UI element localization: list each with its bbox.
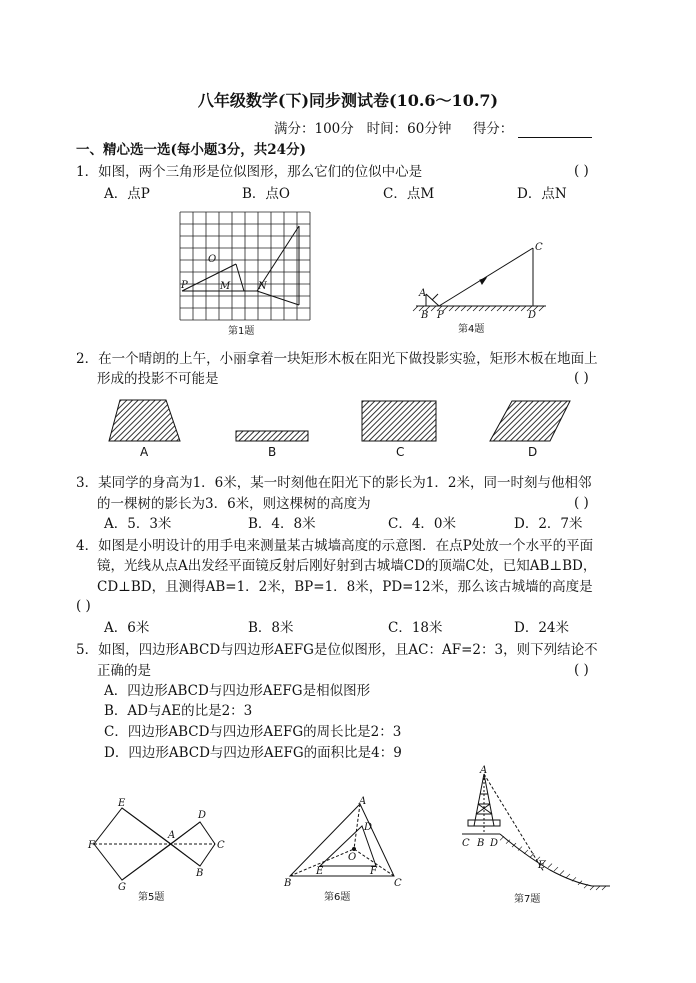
page-title: 八年级数学(下)同步测试卷(10.6～10.7) [197, 91, 499, 110]
q1-option-c: C．点M [383, 186, 435, 202]
fig1-label-n: N [258, 281, 267, 292]
figure-7-tower [456, 764, 616, 906]
fig7-label-b: B [477, 838, 485, 849]
fig1-label-m: M [220, 281, 231, 292]
fig6-label-e: E [316, 866, 324, 877]
section-heading: 一、精心选一选(每小题3分，共24分) [76, 142, 306, 158]
fig6-label-f: F [370, 866, 377, 877]
fig4-label-d: D [528, 310, 537, 321]
fig4-label-a: A [419, 288, 427, 299]
q3-answer-paren: ( ) [574, 495, 589, 511]
q3-option-a: A．5．3米 [104, 516, 172, 532]
fig7-caption: 第7题 [514, 894, 541, 905]
shape-d-parallelogram [490, 401, 570, 441]
shape-b-strip [236, 431, 308, 441]
figure-6-triangles [282, 794, 412, 906]
shape-c-label: C [396, 445, 405, 459]
score-label: 得分： [472, 121, 514, 137]
fig4-label-b: B [421, 310, 429, 321]
q5-option-c: C．四边形ABCD与四边形AEFG的周长比是2：3 [104, 724, 402, 740]
fig6-label-o: O [348, 852, 357, 863]
score-blank [518, 125, 592, 138]
fig1-label-p: P [181, 280, 188, 291]
fig1-label-o: O [208, 254, 217, 265]
fig5-label-d: D [198, 810, 207, 821]
q5-option-a: A．四边形ABCD与四边形AEFG是相似图形 [104, 683, 371, 699]
fig7-label-e: E [538, 860, 546, 871]
q4-option-b: B．8米 [248, 620, 294, 636]
q4-stem-line3: CD⊥BD，且测得AB=1．2米，BP=1．8米，PD=12米，那么该古城墙的高度是 [97, 579, 593, 595]
q4-stem-line2: 镜，光线从点A出发经平面镜反射后刚好射到古城墙CD的顶端C处，已知AB⊥BD， [97, 558, 597, 574]
shape-d-label: D [528, 445, 538, 459]
q4-stem-line1: 4．如图是小明设计的用手电来测量某古城墙高度的示意图．在点P处放一个水平的平面 [76, 538, 594, 554]
figure-1-grid [178, 210, 318, 340]
q5-stem-line2: 正确的是 [97, 663, 151, 679]
fig7-label-d: D [490, 838, 499, 849]
fig1-caption: 第1题 [228, 326, 255, 337]
q3-option-c: C．4．0米 [388, 516, 457, 532]
q2-stem-line2: 形成的投影不可能是 [97, 371, 219, 387]
q4-option-a: A．6米 [104, 620, 150, 636]
fig5-label-a: A [168, 830, 176, 841]
fig4-caption: 第4题 [458, 324, 485, 335]
q5-option-b: B．AD与AE的比是2：3 [104, 703, 253, 719]
figure-4-mirror [412, 238, 562, 338]
q1-option-b: B．点O [242, 186, 290, 202]
fig5-label-b: B [196, 868, 204, 879]
q5-option-d: D．四边形ABCD与四边形AEFG的面积比是4：9 [104, 745, 402, 761]
fig7-label-c: C [462, 838, 470, 849]
fig7-label-a: A [480, 765, 488, 776]
fig5-label-f: F [88, 840, 95, 851]
q1-option-a: A．点P [104, 186, 150, 202]
q1-option-d: D．点N [517, 186, 567, 202]
q3-stem-line1: 3．某同学的身高为1．6米，某一时刻他在阳光下的影长为1．2米，同一时刻与他相邻 [76, 475, 592, 491]
fig4-label-p: P [437, 310, 444, 321]
q5-stem-line1: 5．如图，四边形ABCD与四边形AEFG是位似图形，且AC：AF=2：3，则下列结论不 [76, 642, 598, 658]
shape-a-label: A [140, 445, 149, 459]
q5-answer-paren: ( ) [574, 662, 589, 678]
fig5-label-c: C [217, 840, 225, 851]
q3-option-b: B．4．8米 [248, 516, 316, 532]
q1-stem: 1．如图，两个三角形是位似图形，那么它们的位似中心是 [76, 164, 423, 180]
q4-answer-paren: ( ) [76, 598, 91, 614]
header-info [274, 120, 592, 138]
fig6-label-a: A [359, 796, 367, 807]
figure-5-quadrilaterals [88, 796, 238, 906]
q4-option-d: D．24米 [514, 620, 570, 636]
time-limit: 时间：60分钟 [366, 121, 452, 137]
fig6-caption: 第6题 [324, 892, 351, 903]
fig6-label-c: C [394, 878, 402, 889]
q2-stem-line1: 2．在一个晴朗的上午，小丽拿着一块矩形木板在阳光下做投影实验，矩形木板在地面上 [76, 351, 598, 367]
full-marks: 满分：100分 [274, 121, 354, 137]
shape-b-label: B [268, 445, 277, 459]
fig6-label-b: B [284, 878, 292, 889]
fig4-label-c: C [535, 242, 543, 253]
q3-stem-line2: 的一棵树的影长为3．6米，则这棵树的高度为 [97, 496, 371, 512]
fig6-label-d: D [364, 822, 373, 833]
q2-shapes [100, 398, 600, 458]
fig5-label-e: E [118, 798, 126, 809]
shape-c-rectangle [362, 401, 436, 441]
shape-a-trapezoid [109, 400, 180, 441]
q1-answer-paren: ( ) [574, 163, 589, 179]
q4-option-c: C．18米 [388, 620, 443, 636]
fig5-label-g: G [118, 882, 126, 893]
q3-option-d: D．2．7米 [514, 516, 583, 532]
q2-answer-paren: ( ) [574, 370, 589, 386]
fig5-caption: 第5题 [138, 892, 165, 903]
